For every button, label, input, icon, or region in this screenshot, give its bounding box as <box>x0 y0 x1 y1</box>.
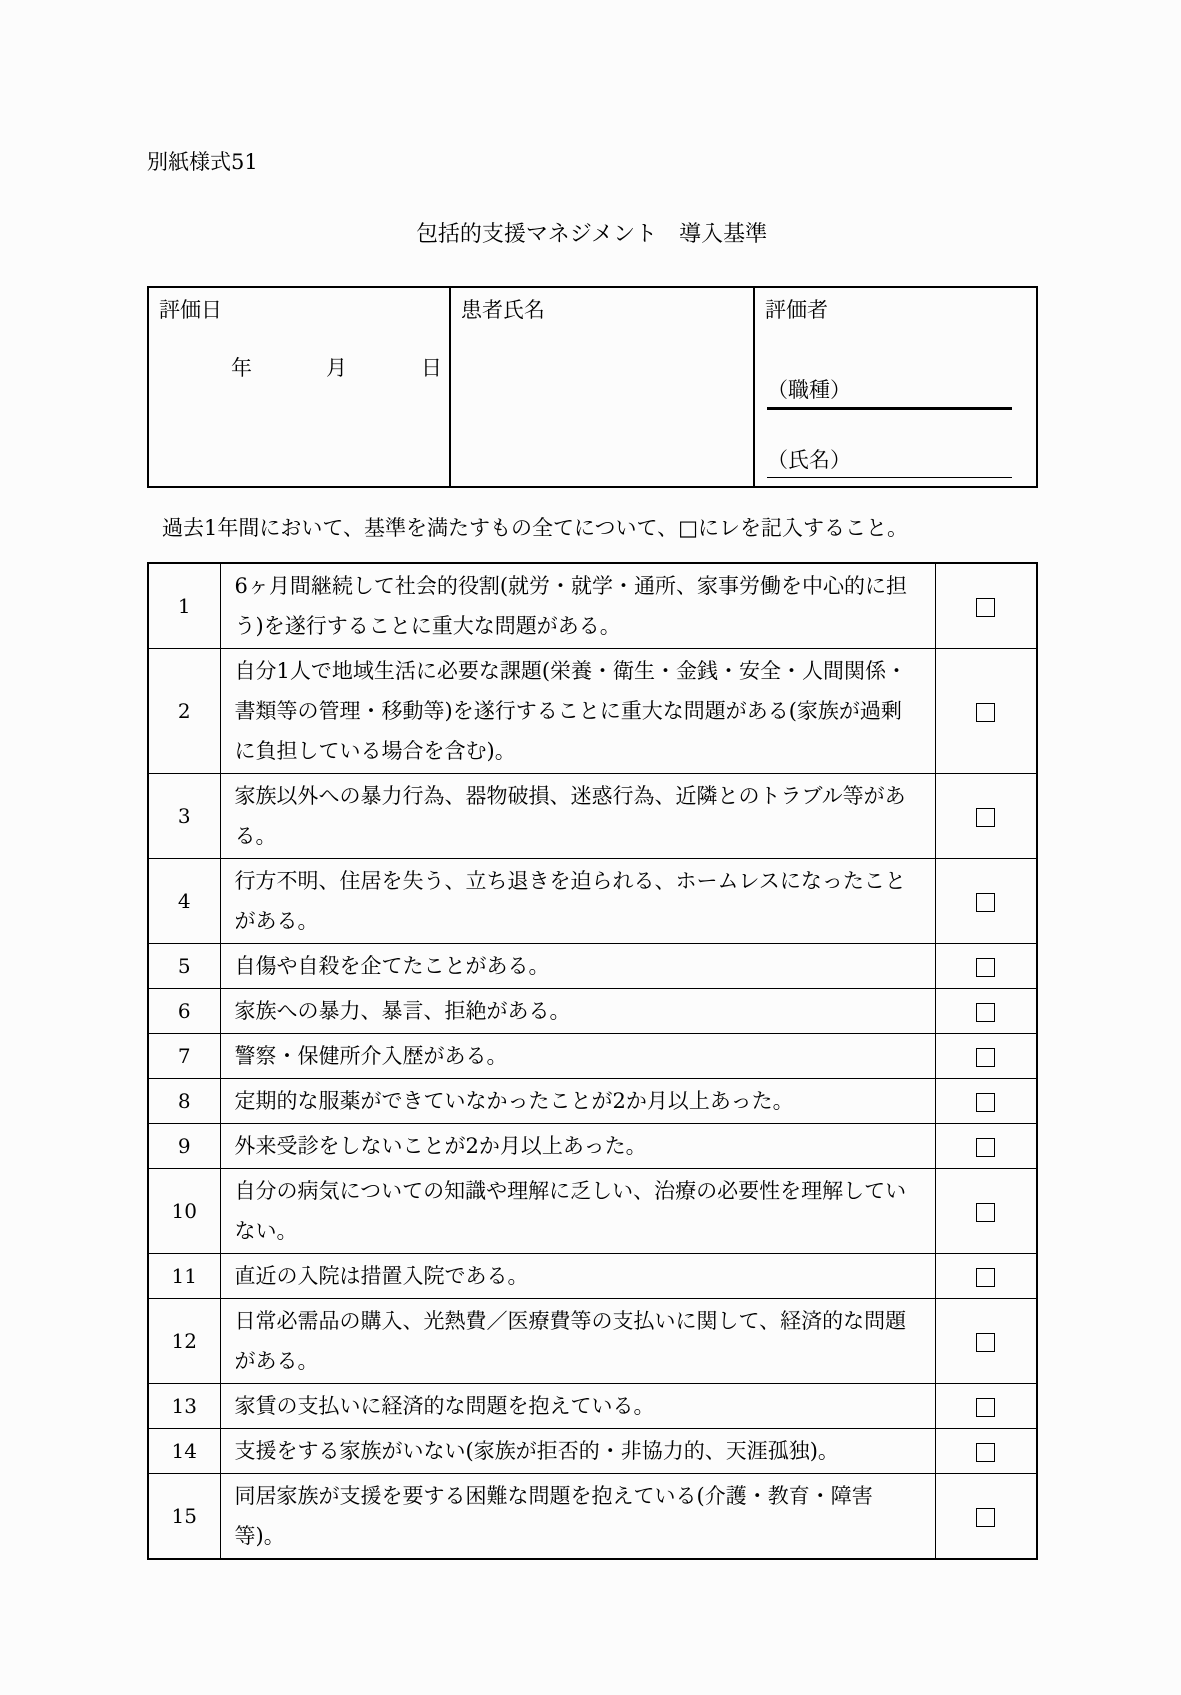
checkbox-cell <box>935 1474 1037 1560</box>
row-text: 6ヶ月間継続して社会的役割(就労・就学・通所、家事労働を中心的に担う)を遂行することに重大な問題がある。 <box>220 563 935 649</box>
evaluator-label: 評価者 <box>765 298 828 322</box>
form-number: 別紙様式51 <box>147 150 258 174</box>
checkbox[interactable] <box>976 703 995 722</box>
eval-date-cell[interactable] <box>148 287 450 487</box>
criteria-row-13 <box>148 1384 1037 1429</box>
row-text: 同居家族が支援を要する困難な問題を抱えている(介護・教育・障害等)。 <box>220 1474 935 1560</box>
checkbox[interactable] <box>976 808 995 827</box>
checkbox-cell <box>935 1169 1037 1254</box>
row-text: 自分の病気についての知識や理解に乏しい、治療の必要性を理解していない。 <box>220 1169 935 1254</box>
header-table <box>147 286 1038 488</box>
month-label: 月 <box>326 356 347 380</box>
criteria-row-12 <box>148 1299 1037 1384</box>
checkbox-cell <box>935 1034 1037 1079</box>
criteria-row-7 <box>148 1034 1037 1079</box>
row-text: 行方不明、住居を失う、立ち退きを迫られる、ホームレスになったことがある。 <box>220 859 935 944</box>
patient-name-cell[interactable] <box>450 287 754 487</box>
checkbox-cell <box>935 989 1037 1034</box>
row-text: 家族以外への暴力行為、器物破損、迷惑行為、近隣とのトラブル等がある。 <box>220 774 935 859</box>
checkbox-cell <box>935 649 1037 774</box>
criteria-row-5 <box>148 944 1037 989</box>
occupation-label: （職種） <box>767 378 851 402</box>
row-text: 日常必需品の購入、光熱費／医療費等の支払いに関して、経済的な問題がある。 <box>220 1299 935 1384</box>
checkbox[interactable] <box>976 958 995 977</box>
evaluator-cell <box>754 287 1037 487</box>
checkbox[interactable] <box>976 1333 995 1352</box>
checkbox-cell <box>935 563 1037 649</box>
criteria-row-10 <box>148 1169 1037 1254</box>
checkbox[interactable] <box>976 1268 995 1287</box>
row-number: 1 <box>148 563 220 649</box>
criteria-row-15 <box>148 1474 1037 1560</box>
eval-date-label: 評価日 <box>159 298 222 322</box>
evaluator-name-label: （氏名） <box>767 448 851 472</box>
checkbox[interactable] <box>976 1508 995 1527</box>
checkbox-cell <box>935 1384 1037 1429</box>
checkbox[interactable] <box>976 1138 995 1157</box>
occupation-field[interactable] <box>767 376 1012 410</box>
page-title: 包括的支援マネジメント 導入基準 <box>415 222 768 247</box>
row-number: 14 <box>148 1429 220 1474</box>
checkbox-cell <box>935 1299 1037 1384</box>
checkbox[interactable] <box>976 1048 995 1067</box>
criteria-table <box>147 562 1038 1560</box>
criteria-row-3 <box>148 774 1037 859</box>
date-line <box>159 352 442 382</box>
criteria-row-14 <box>148 1429 1037 1474</box>
checkbox-cell <box>935 1124 1037 1169</box>
row-number: 12 <box>148 1299 220 1384</box>
day-label: 日 <box>421 356 442 380</box>
header-row <box>148 287 1037 487</box>
row-text: 外来受診をしないことが2か月以上あった。 <box>220 1124 935 1169</box>
row-number: 3 <box>148 774 220 859</box>
row-number: 13 <box>148 1384 220 1429</box>
checkbox[interactable] <box>976 1203 995 1222</box>
row-text: 支援をする家族がいない(家族が拒否的・非協力的、天涯孤独)。 <box>220 1429 935 1474</box>
row-number: 4 <box>148 859 220 944</box>
row-number: 10 <box>148 1169 220 1254</box>
row-text: 直近の入院は措置入院である。 <box>220 1254 935 1299</box>
row-number: 8 <box>148 1079 220 1124</box>
checkbox-cell <box>935 1079 1037 1124</box>
row-text: 家族への暴力、暴言、拒絶がある。 <box>220 989 935 1034</box>
row-number: 15 <box>148 1474 220 1560</box>
checkbox[interactable] <box>976 598 995 617</box>
criteria-row-2 <box>148 649 1037 774</box>
checkbox-cell <box>935 1254 1037 1299</box>
checkbox-cell <box>935 859 1037 944</box>
row-number: 5 <box>148 944 220 989</box>
row-number: 9 <box>148 1124 220 1169</box>
checkbox[interactable] <box>976 1443 995 1462</box>
patient-name-label: 患者氏名 <box>461 298 545 322</box>
instruction-text: 過去1年間において、基準を満たすもの全てについて、□にレを記入すること。 <box>162 516 908 540</box>
checkbox[interactable] <box>976 1003 995 1022</box>
row-text: 家賃の支払いに経済的な問題を抱えている。 <box>220 1384 935 1429</box>
row-text: 定期的な服薬ができていなかったことが2か月以上あった。 <box>220 1079 935 1124</box>
year-label: 年 <box>231 356 252 380</box>
criteria-row-11 <box>148 1254 1037 1299</box>
criteria-row-8 <box>148 1079 1037 1124</box>
criteria-row-1 <box>148 563 1037 649</box>
row-text: 警察・保健所介入歴がある。 <box>220 1034 935 1079</box>
evaluator-name-field[interactable] <box>767 446 1012 478</box>
row-number: 2 <box>148 649 220 774</box>
row-number: 7 <box>148 1034 220 1079</box>
checkbox[interactable] <box>976 1093 995 1112</box>
checkbox[interactable] <box>976 1398 995 1417</box>
row-number: 6 <box>148 989 220 1034</box>
checkbox-cell <box>935 774 1037 859</box>
criteria-row-4 <box>148 859 1037 944</box>
checkbox[interactable] <box>976 893 995 912</box>
row-text: 自分1人で地域生活に必要な課題(栄養・衛生・金銭・安全・人間関係・書類等の管理・移動等)を遂行することに重大な問題がある(家族が過剰に負担している場合を含む)。 <box>220 649 935 774</box>
row-text: 自傷や自殺を企てたことがある。 <box>220 944 935 989</box>
criteria-row-6 <box>148 989 1037 1034</box>
criteria-row-9 <box>148 1124 1037 1169</box>
row-number: 11 <box>148 1254 220 1299</box>
checkbox-cell <box>935 1429 1037 1474</box>
checkbox-cell <box>935 944 1037 989</box>
